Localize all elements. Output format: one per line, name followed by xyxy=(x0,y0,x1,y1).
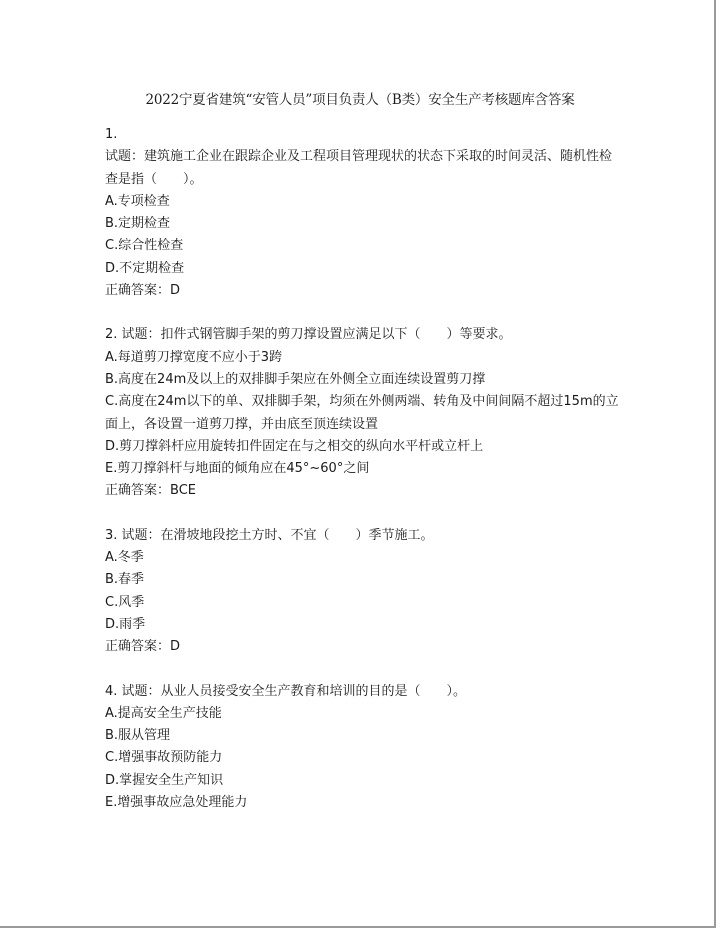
option-d: D.雨季 xyxy=(105,616,146,632)
correct-answer: 正确答案：BCE xyxy=(105,483,196,499)
option-a: A.专项检查 xyxy=(105,193,170,209)
option-d: D.剪刀撑斜杆应用旋转扣件固定在与之相交的纵向水平杆或立杆上 xyxy=(105,438,484,454)
question-text: 查是指（ ）。 xyxy=(105,171,203,187)
option-c: C.综合性检查 xyxy=(105,238,184,254)
option-e: E.增强事故应急处理能力 xyxy=(105,795,248,811)
option-b: B.服从管理 xyxy=(105,728,171,744)
option-c-continued: 面上，各设置一道剪刀撑，并由底至顶连续设置 xyxy=(105,416,379,432)
option-c: C.高度在24m以下的单、双排脚手架，均须在外侧两端、转角及中间间隔不超过15m的立 xyxy=(105,394,619,410)
question-list xyxy=(105,124,625,814)
correct-answer: 正确答案：D xyxy=(105,639,181,655)
question-text: 试题：建筑施工企业在跟踪企业及工程项目管理现状的状态下采取的时间灵活、随机性检 xyxy=(105,149,613,165)
option-a: A.每道剪刀撑宽度不应小于3跨 xyxy=(105,349,283,365)
option-b: B.定期检查 xyxy=(105,216,171,232)
question-text: 4. 试题：从业人员接受安全生产教育和培训的目的是（ ）。 xyxy=(105,683,467,699)
question-3 xyxy=(105,525,625,659)
option-b: B.高度在24m及以上的双排脚手架应在外侧全立面连续设置剪刀撑 xyxy=(105,371,486,387)
option-c: C.增强事故预防能力 xyxy=(105,750,223,766)
option-d: D.掌握安全生产知识 xyxy=(105,772,224,788)
question-4 xyxy=(105,681,625,815)
option-c: C.风季 xyxy=(105,594,145,610)
option-b: B.春季 xyxy=(105,572,145,588)
option-a: A.提高安全生产技能 xyxy=(105,705,222,721)
question-1 xyxy=(105,124,625,302)
question-number: 1. xyxy=(105,127,118,142)
option-e: E.剪刀撑斜杆与地面的倾角应在45°~60°之间 xyxy=(105,461,370,477)
question-text: 3. 试题：在滑坡地段挖土方时、不宜（ ）季节施工。 xyxy=(105,527,434,543)
question-2 xyxy=(105,324,625,502)
option-d: D.不定期检查 xyxy=(105,260,185,276)
correct-answer: 正确答案：D xyxy=(105,283,181,299)
question-text: 2. 试题：扣件式钢管脚手架的剪刀撑设置应满足以下（ ）等要求。 xyxy=(105,327,512,343)
document-title: 2022宁夏省建筑“安管人员”项目负责人（B类）安全生产考核题库含答案 xyxy=(145,92,575,108)
option-a: A.冬季 xyxy=(105,550,144,566)
